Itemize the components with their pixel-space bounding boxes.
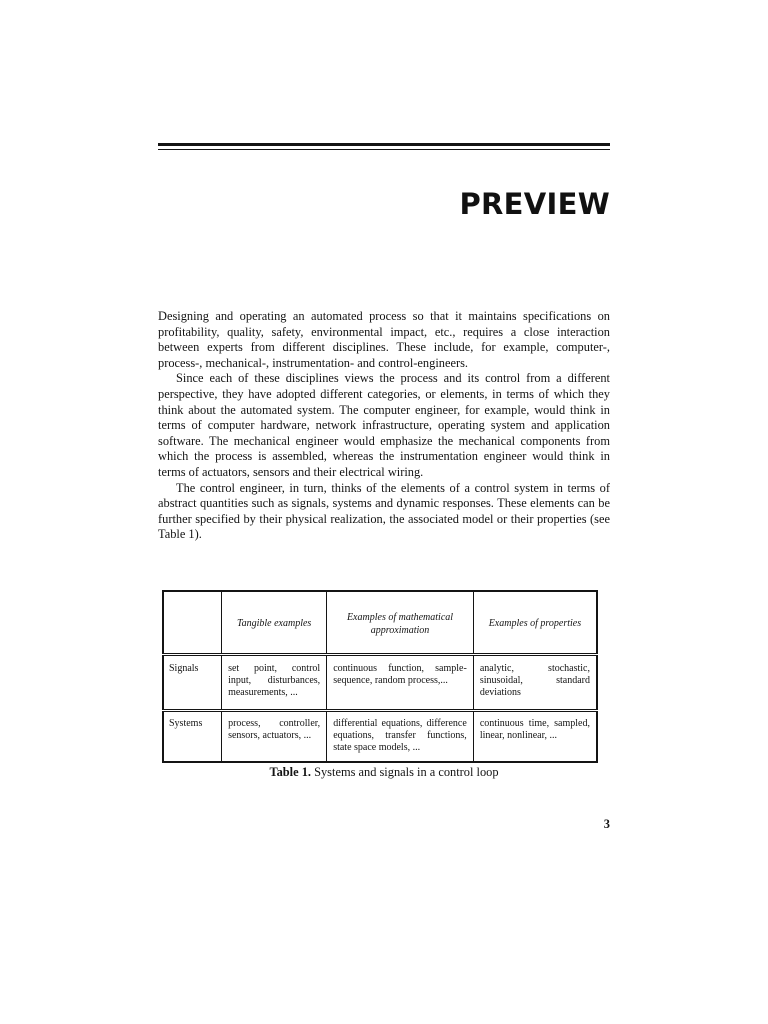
paragraph: Since each of these disciplines views the process and its control from a different perspective, they have adopted different categories, or elements, in terms of which they think about the automated system. The computer engineer, for example, would think in terms of computer hardware, network infrastructure, operating system and application software. The mechanical engineer would emphasize the mechanical components from which the process is assembled, whereas the instrumentation engineer would think in terms of actuators, sensors and their electrical wiring. xyxy=(158,371,610,479)
table-header-row xyxy=(163,591,597,655)
table-row xyxy=(163,711,597,762)
table-header-mathematical: Examples of mathematical approximation xyxy=(327,591,474,655)
table-caption xyxy=(158,765,610,780)
body-text xyxy=(158,309,610,543)
table-cell: process, controller, sensors, actuators, ... xyxy=(222,711,327,762)
chapter-rule-thick xyxy=(158,143,610,146)
paragraph: The control engineer, in turn, thinks of the elements of a control system in terms of abstract quantities such as signals, systems and dynamic responses. These elements can be further specified by their physical realization, the associated model or their properties (see Table 1). xyxy=(158,480,610,542)
table-header-tangible: Tangible examples xyxy=(222,591,327,655)
row-label-signals: Signals xyxy=(163,655,222,711)
table-row xyxy=(163,655,597,711)
page-number: 3 xyxy=(603,817,610,831)
table-cell: analytic, stochastic, sinusoidal, standard deviations xyxy=(473,655,597,711)
table-header-properties: Examples of properties xyxy=(473,591,597,655)
chapter-rule-thin xyxy=(158,149,610,150)
table-cell: continuous time, sampled, linear, nonlinear, ... xyxy=(473,711,597,762)
table-cell: continuous function, sample-sequence, random process,... xyxy=(327,655,474,711)
table-caption-label: Table 1. xyxy=(269,765,311,779)
table-caption-text: Systems and signals in a control loop xyxy=(314,765,499,779)
systems-signals-table xyxy=(162,590,598,763)
row-label-systems: Systems xyxy=(163,711,222,762)
chapter-title: PREVIEW xyxy=(459,187,610,221)
paragraph: Designing and operating an automated process so that it maintains specifications on profitability, quality, safety, environmental impact, etc., requires a close interaction between experts from different disciplines. These include, for example, computer-, process-, mechanical-, instrumentation- and control-engineers. xyxy=(158,309,610,370)
table-cell: set point, control input, disturbances, measurements, ... xyxy=(222,655,327,711)
table-header-empty xyxy=(163,591,222,655)
table-cell: differential equations, difference equations, transfer functions, state space models, ... xyxy=(327,711,474,762)
